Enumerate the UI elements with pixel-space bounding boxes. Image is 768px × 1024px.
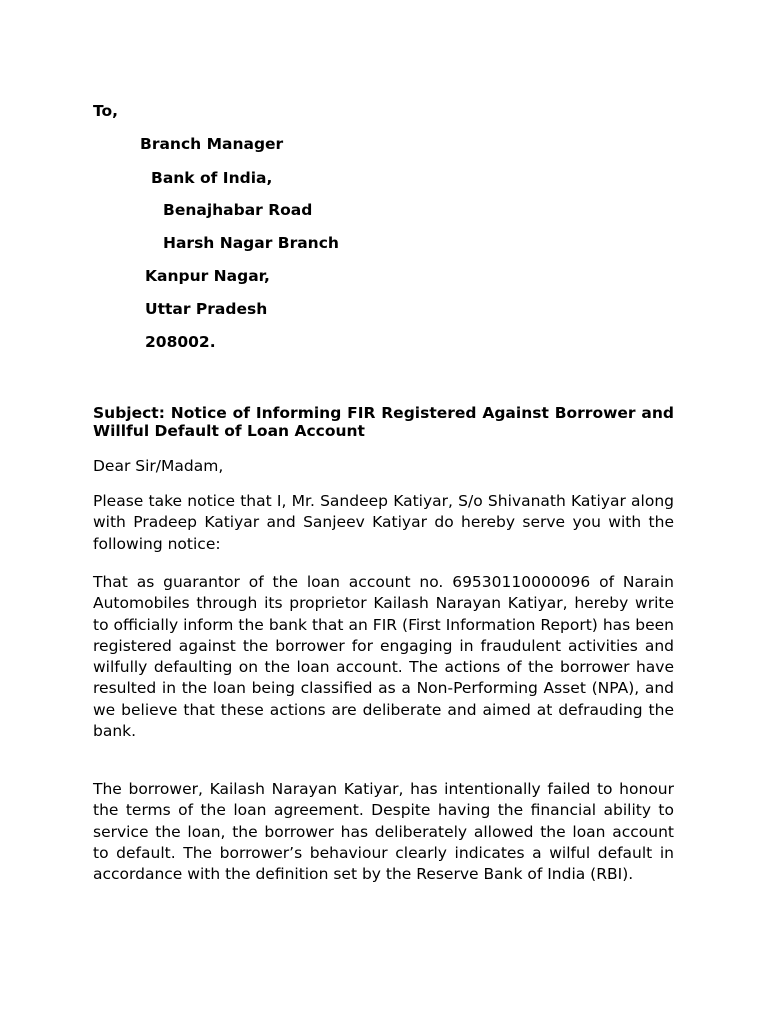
- paragraph-fir: That as guarantor of the loan account no. 69530110000096 of Narain Automobiles through its proprietor Kailash Narayan Katiyar, hereby write to officially inform the bank that an FIR (First Information Report) has been registered against the borrower for engaging in fraudulent activities and wilfully defaulting on the loan account. The actions of the borrower have resulted in the loan being classified as a Non-Performing Asset (NPA), and we believe that these actions are deliberate and aimed at defrauding the bank.: [93, 573, 674, 741]
- subject-line: Subject: Notice of Informing FIR Registered Against Borrower and Willful Default of Loan Account: [93, 404, 674, 440]
- paragraph-notice: Please take notice that I, Mr. Sandeep Katiyar, S/o Shivanath Katiyar along with Pradeep Katiyar and Sanjeev Katiyar do hereby serve you with the following notice:: [93, 492, 674, 553]
- to-line: To,: [93, 102, 119, 120]
- address-line-pincode: 208002.: [145, 333, 216, 351]
- address-line-road: Benajhabar Road: [163, 201, 313, 219]
- address-line-state: Uttar Pradesh: [145, 300, 268, 318]
- address-line-bank: Bank of India,: [151, 169, 273, 187]
- address-line-designation: Branch Manager: [140, 135, 284, 153]
- paragraph-default: The borrower, Kailash Narayan Katiyar, has intentionally failed to honour the terms of the loan agreement. Despite having the financial ability to service the loan, the borrower has deliberately allowed the loan account to default. The borrower’s behaviour clearly indicates a wilful default in accordance with the definition set by the Reserve Bank of India (RBI).: [93, 780, 674, 884]
- address-line-city: Kanpur Nagar,: [145, 267, 270, 285]
- address-line-branch: Harsh Nagar Branch: [163, 234, 339, 252]
- greeting: Dear Sir/Madam,: [93, 457, 224, 475]
